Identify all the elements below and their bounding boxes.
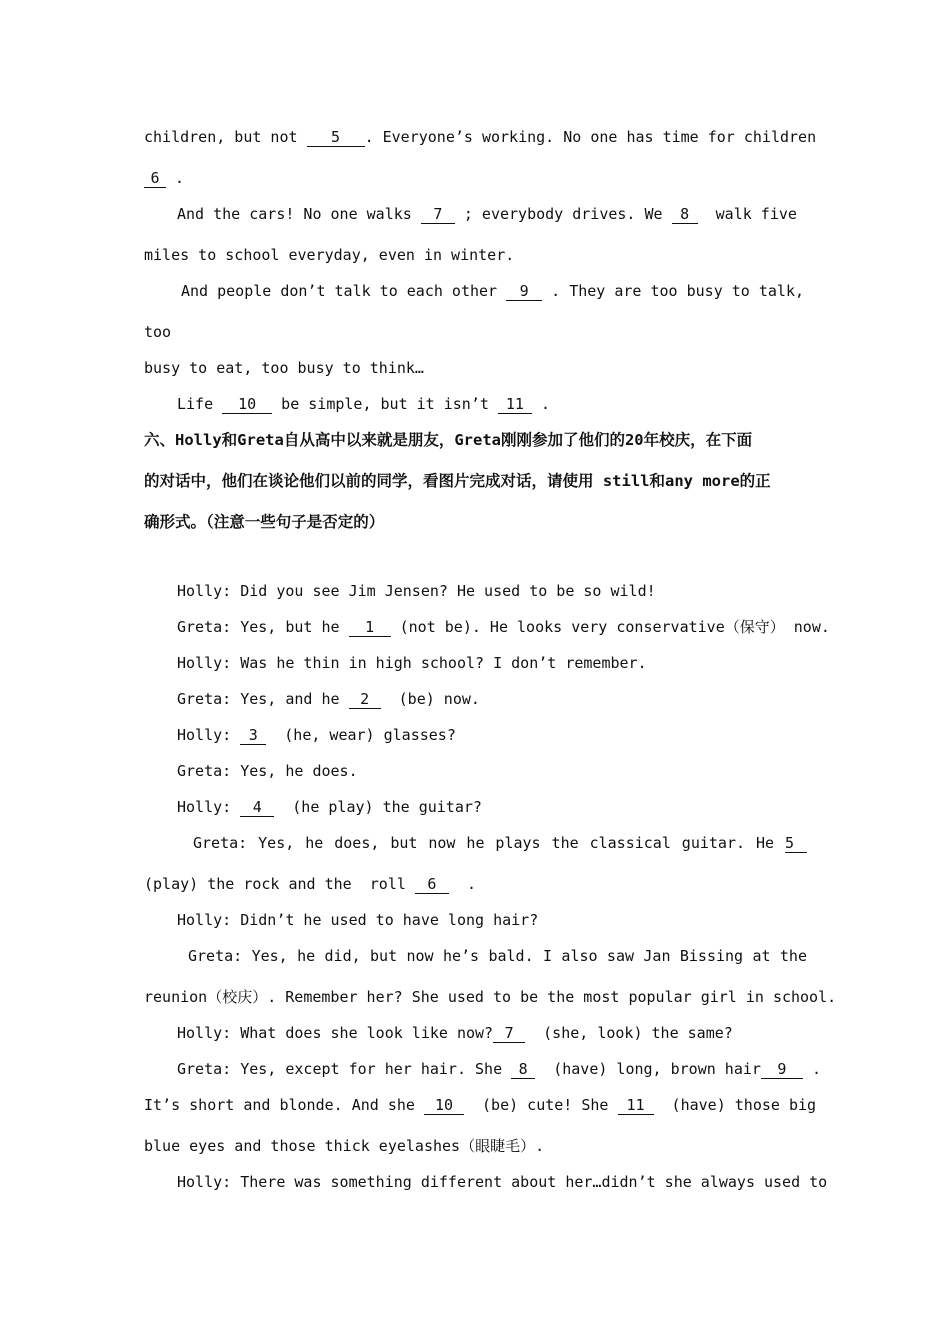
dialogue-line-10: Holly: Didn’t he used to have long hair? <box>177 911 539 929</box>
blank-5[interactable]: 5 <box>307 128 365 147</box>
dialogue-line-15 <box>144 1095 817 1115</box>
text: Holly: What does she look like now? <box>177 1024 494 1042</box>
section6-heading-line-2: 的对话中，他们在谈论他们以前的同学，看图片完成对话，请使用 still和any more的正 <box>144 472 771 490</box>
passage-line-8 <box>177 394 841 414</box>
text: . <box>802 1060 821 1078</box>
dialogue-blank-1[interactable]: 1 <box>349 618 391 637</box>
text: (have) long, brown hair <box>535 1060 761 1078</box>
text: (she, look) the same? <box>525 1024 733 1042</box>
text: be simple, but it isn’t <box>272 395 498 413</box>
dialogue-line-13 <box>177 1023 841 1043</box>
text: It’s short and blonde. And she <box>144 1096 424 1114</box>
passage-line-5 <box>181 281 807 301</box>
dialogue-line-14 <box>177 1059 841 1079</box>
text: (not be). He looks very conservative（保守） now. <box>390 618 830 636</box>
passage-line-6: too <box>144 323 172 341</box>
passage-line-3 <box>177 204 807 224</box>
text: Holly: <box>177 798 241 816</box>
text: Greta: Yes, he does, but now he plays the classical guitar. He <box>193 834 785 852</box>
text: . Everyone’s working. No one has time for children <box>364 128 817 146</box>
passage-line-4: miles to school everyday, even in winter. <box>144 246 515 264</box>
blank-10[interactable]: 10 <box>222 395 272 414</box>
dialogue-line-12: reunion（校庆）. Remember her? She used to be the most popular girl in school. <box>144 988 837 1006</box>
text: (he play) the guitar? <box>274 798 482 816</box>
section6-heading-line-1: 六、Holly和Greta自从高中以来就是朋友，Greta刚刚参加了他们的20年校庆，在下面 <box>144 431 753 449</box>
text: (he, wear) glasses? <box>266 726 456 744</box>
text: children, but not <box>144 128 307 146</box>
dialogue-line-2 <box>177 617 830 637</box>
dialogue-blank-5[interactable]: 5 <box>785 834 807 853</box>
dialogue-line-3: Holly: Was he thin in high school? I don’t remember. <box>177 654 647 672</box>
dialogue-line-17: Holly: There was something different about her…didn’t she always used to <box>177 1173 828 1191</box>
text: . <box>448 875 477 893</box>
text: Greta: Yes, but he <box>177 618 349 636</box>
text: Greta: Yes, and he <box>177 690 349 708</box>
passage-line-2 <box>144 168 808 188</box>
blank-6[interactable]: 6 <box>144 169 166 188</box>
dialogue-line-11: Greta: Yes, he did, but now he’s bald. I also saw Jan Bissing at the <box>188 947 807 965</box>
text: Life <box>177 395 223 413</box>
text: And people don’t talk to each other <box>181 282 507 300</box>
dialogue-blank-9[interactable]: 9 <box>761 1060 803 1079</box>
blank-7[interactable]: 7 <box>421 205 455 224</box>
text: (be) now. <box>380 690 480 708</box>
dialogue-blank-11[interactable]: 11 <box>618 1096 654 1115</box>
text: (be) cute! She <box>463 1096 618 1114</box>
blank-8[interactable]: 8 <box>672 205 698 224</box>
passage-line-1 <box>144 127 817 147</box>
text: . <box>166 169 185 187</box>
dialogue-blank-3[interactable]: 3 <box>240 726 266 745</box>
dialogue-blank-7[interactable]: 7 <box>493 1024 525 1043</box>
text: walk five <box>697 205 797 223</box>
text: . <box>531 395 550 413</box>
section6-heading-line-3: 确形式。（注意一些句子是否定的） <box>144 513 385 531</box>
dialogue-line-7 <box>177 797 841 817</box>
dialogue-line-8 <box>193 833 807 853</box>
blank-11[interactable]: 11 <box>498 395 532 414</box>
passage-line-7: busy to eat, too busy to think… <box>144 359 424 377</box>
text: . They are too busy to talk, <box>542 282 805 300</box>
text: (have) those big <box>653 1096 817 1114</box>
blank-9[interactable]: 9 <box>506 282 542 301</box>
dialogue-blank-8[interactable]: 8 <box>511 1060 535 1079</box>
dialogue-line-1: Holly: Did you see Jim Jensen? He used to be so wild! <box>177 582 656 600</box>
text: Holly: <box>177 726 241 744</box>
dialogue-blank-2[interactable]: 2 <box>349 690 381 709</box>
dialogue-line-16: blue eyes and those thick eyelashes（眼睫毛）. <box>144 1137 545 1155</box>
dialogue-blank-4[interactable]: 4 <box>240 798 274 817</box>
text: (play) the rock and the roll <box>144 875 415 893</box>
dialogue-line-5 <box>177 725 841 745</box>
dialogue-line-9 <box>144 874 808 894</box>
text: ; everybody drives. We <box>454 205 672 223</box>
dialogue-blank-10[interactable]: 10 <box>424 1096 464 1115</box>
dialogue-line-4 <box>177 689 841 709</box>
text: And the cars! No one walks <box>177 205 421 223</box>
dialogue-line-6: Greta: Yes, he does. <box>177 762 358 780</box>
dialogue-blank-6[interactable]: 6 <box>415 875 449 894</box>
text: Greta: Yes, except for her hair. She <box>177 1060 512 1078</box>
